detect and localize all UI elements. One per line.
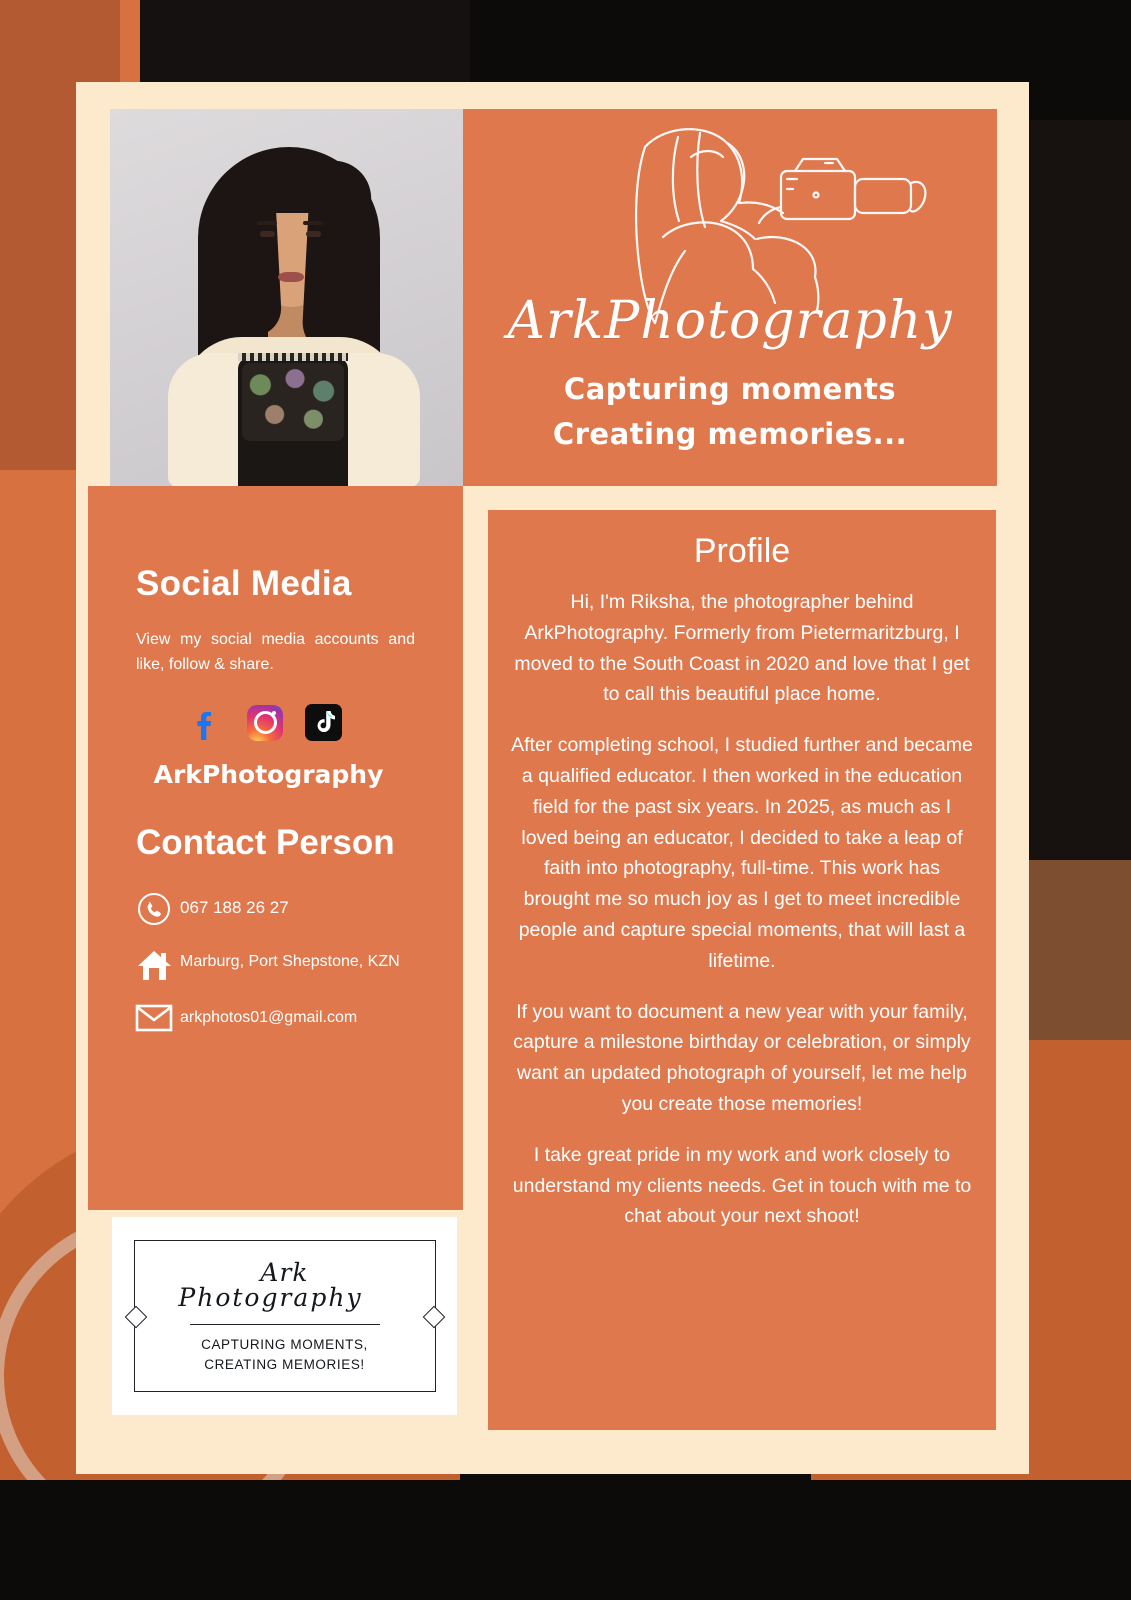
profile-paragraph: If you want to document a new year with your family, capture a milestone birthday or celebration, or simply want an updated photograph of yourself, let me help you create those memories! [513, 1000, 971, 1115]
contact-person-heading: Contact Person [136, 822, 395, 862]
social-icon-row [88, 704, 463, 742]
contact-address-value: Marburg, Port Shepstone, KZN [180, 952, 400, 970]
home-icon [128, 945, 180, 983]
social-media-description: View my social media accounts and like, follow & share. [136, 631, 415, 673]
brand-tagline [463, 367, 997, 457]
profile-paragraph: I take great pride in my work and work closely to understand my clients needs. Get in touch with me to chat about your next shoot! [512, 1143, 972, 1228]
profile-panel [488, 510, 996, 1430]
logo-frame [134, 1240, 436, 1392]
instagram-icon[interactable] [247, 705, 283, 741]
brand-tagline-line1: Capturing moments [563, 372, 897, 406]
brand-block [463, 109, 997, 486]
profile-paragraph: After completing school, I studied further and became a qualified educator. I then worked in the education field for the past six years. In 2025, as much as I loved being an educator, I decided to take a leap of faith into photography, full-time. This work has brought me so much joy as I get to meet incredible people and capture special moments, that will last a lifetime. [511, 734, 973, 972]
profile-heading: Profile [693, 532, 791, 570]
logo-script-line2: Photography [178, 1282, 363, 1312]
logo-subtitle-line1: CAPTURING MOMENTS, [201, 1336, 368, 1352]
contact-email-value[interactable]: arkphotos01@gmail.com [180, 1008, 358, 1026]
envelope-icon [128, 1001, 180, 1033]
logo-divider [190, 1324, 380, 1325]
flyer-page [76, 82, 1029, 1474]
facebook-icon[interactable] [187, 704, 225, 742]
phone-icon [128, 889, 180, 927]
social-handle: ArkPhotography [153, 759, 384, 789]
contact-row [128, 1001, 463, 1033]
contact-list [128, 889, 463, 1033]
contact-phone-value: 067 188 26 27 [180, 897, 289, 917]
portrait-photo [110, 109, 463, 486]
social-media-heading: Social Media [136, 564, 352, 603]
logo-subtitle [201, 1335, 368, 1374]
logo-subtitle-line2: CREATING MEMORIES! [204, 1356, 365, 1372]
brand-name: ArkPhotography [507, 291, 953, 351]
profile-paragraph: Hi, I'm Riksha, the photographer behind ArkPhotography. Formerly from Pietermaritzburg, I moved to the South Coast in 2020 and love that I get to call this beautiful place home. [514, 591, 970, 706]
logo-script-line1: Ark [260, 1257, 309, 1287]
logo-card [112, 1217, 457, 1415]
contact-row [128, 945, 463, 983]
contact-row [128, 889, 463, 927]
header-section [110, 109, 997, 486]
tiktok-icon[interactable] [305, 704, 342, 741]
left-info-panel [88, 486, 463, 1210]
backdrop-bottom-band-inner [0, 1544, 980, 1600]
brand-tagline-line2: Creating memories... [552, 416, 908, 451]
